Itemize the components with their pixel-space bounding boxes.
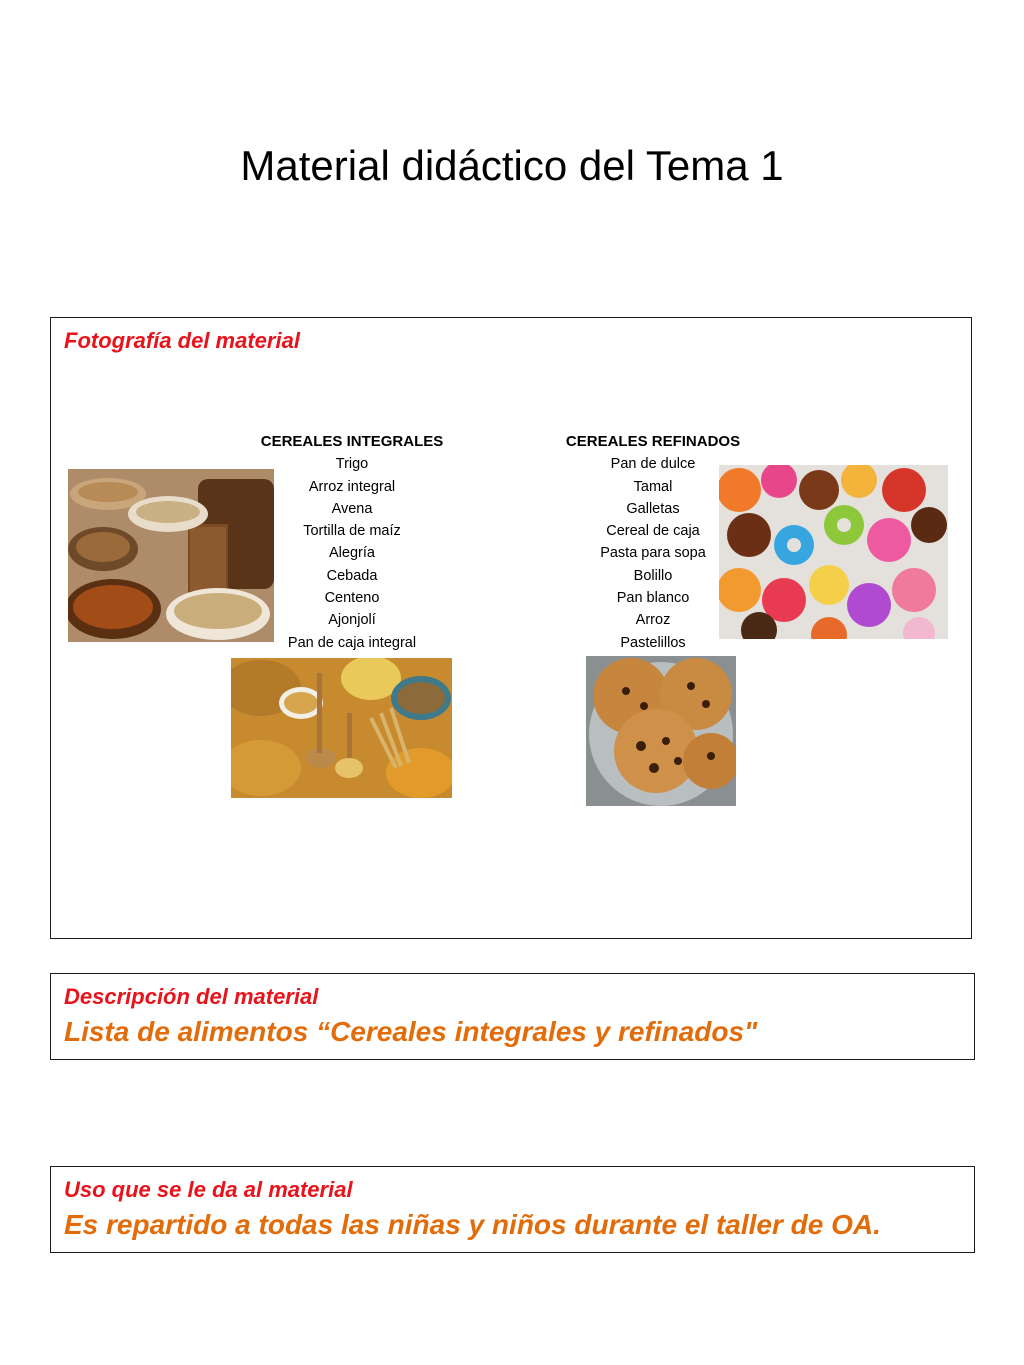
list-item: Centeno [324, 590, 380, 607]
photo-section [50, 317, 972, 939]
photo-section-label: Fotografía del material [64, 328, 300, 353]
grains-spoons-image [231, 658, 452, 798]
refinados-heading: CEREALES REFINADOS [565, 433, 741, 450]
list-item: Alegría [329, 545, 375, 562]
list-item: Pan de dulce [610, 456, 696, 473]
list-item: Pastelillos [620, 634, 686, 651]
usage-section [50, 1166, 975, 1253]
list-item: Bolillo [633, 567, 673, 584]
list-item: Pan blanco [616, 590, 690, 607]
list-item: Arroz [635, 612, 671, 629]
list-item: Galletas [626, 500, 680, 517]
whole-grain-bowls-image [68, 469, 274, 642]
page-title: Material didáctico del Tema 1 [240, 142, 784, 189]
list-item: Cereal de caja [606, 523, 700, 540]
list-item: Pan de caja integral [287, 634, 417, 651]
list-item: Avena [331, 500, 373, 517]
list-item: Ajonjolí [328, 612, 376, 629]
integrales-list [252, 431, 452, 654]
description-label: Descripción del material [64, 984, 319, 1009]
cookies-image [586, 656, 736, 806]
pastries-image [719, 465, 948, 639]
description-section [50, 973, 975, 1060]
description-text: Lista de alimentos “Cereales integrales y refinados" [64, 1016, 758, 1047]
integrales-heading: CEREALES INTEGRALES [260, 433, 444, 450]
list-item: Pasta para sopa [600, 545, 706, 562]
list-item: Arroz integral [308, 478, 396, 495]
usage-text: Es repartido a todas las niñas y niños durante el taller de OA. [64, 1209, 881, 1240]
list-item: Trigo [335, 456, 369, 473]
usage-label: Uso que se le da al material [64, 1177, 353, 1202]
list-item: Tamal [633, 478, 673, 495]
list-item: Cebada [326, 567, 378, 584]
list-item: Tortilla de maíz [303, 523, 401, 540]
